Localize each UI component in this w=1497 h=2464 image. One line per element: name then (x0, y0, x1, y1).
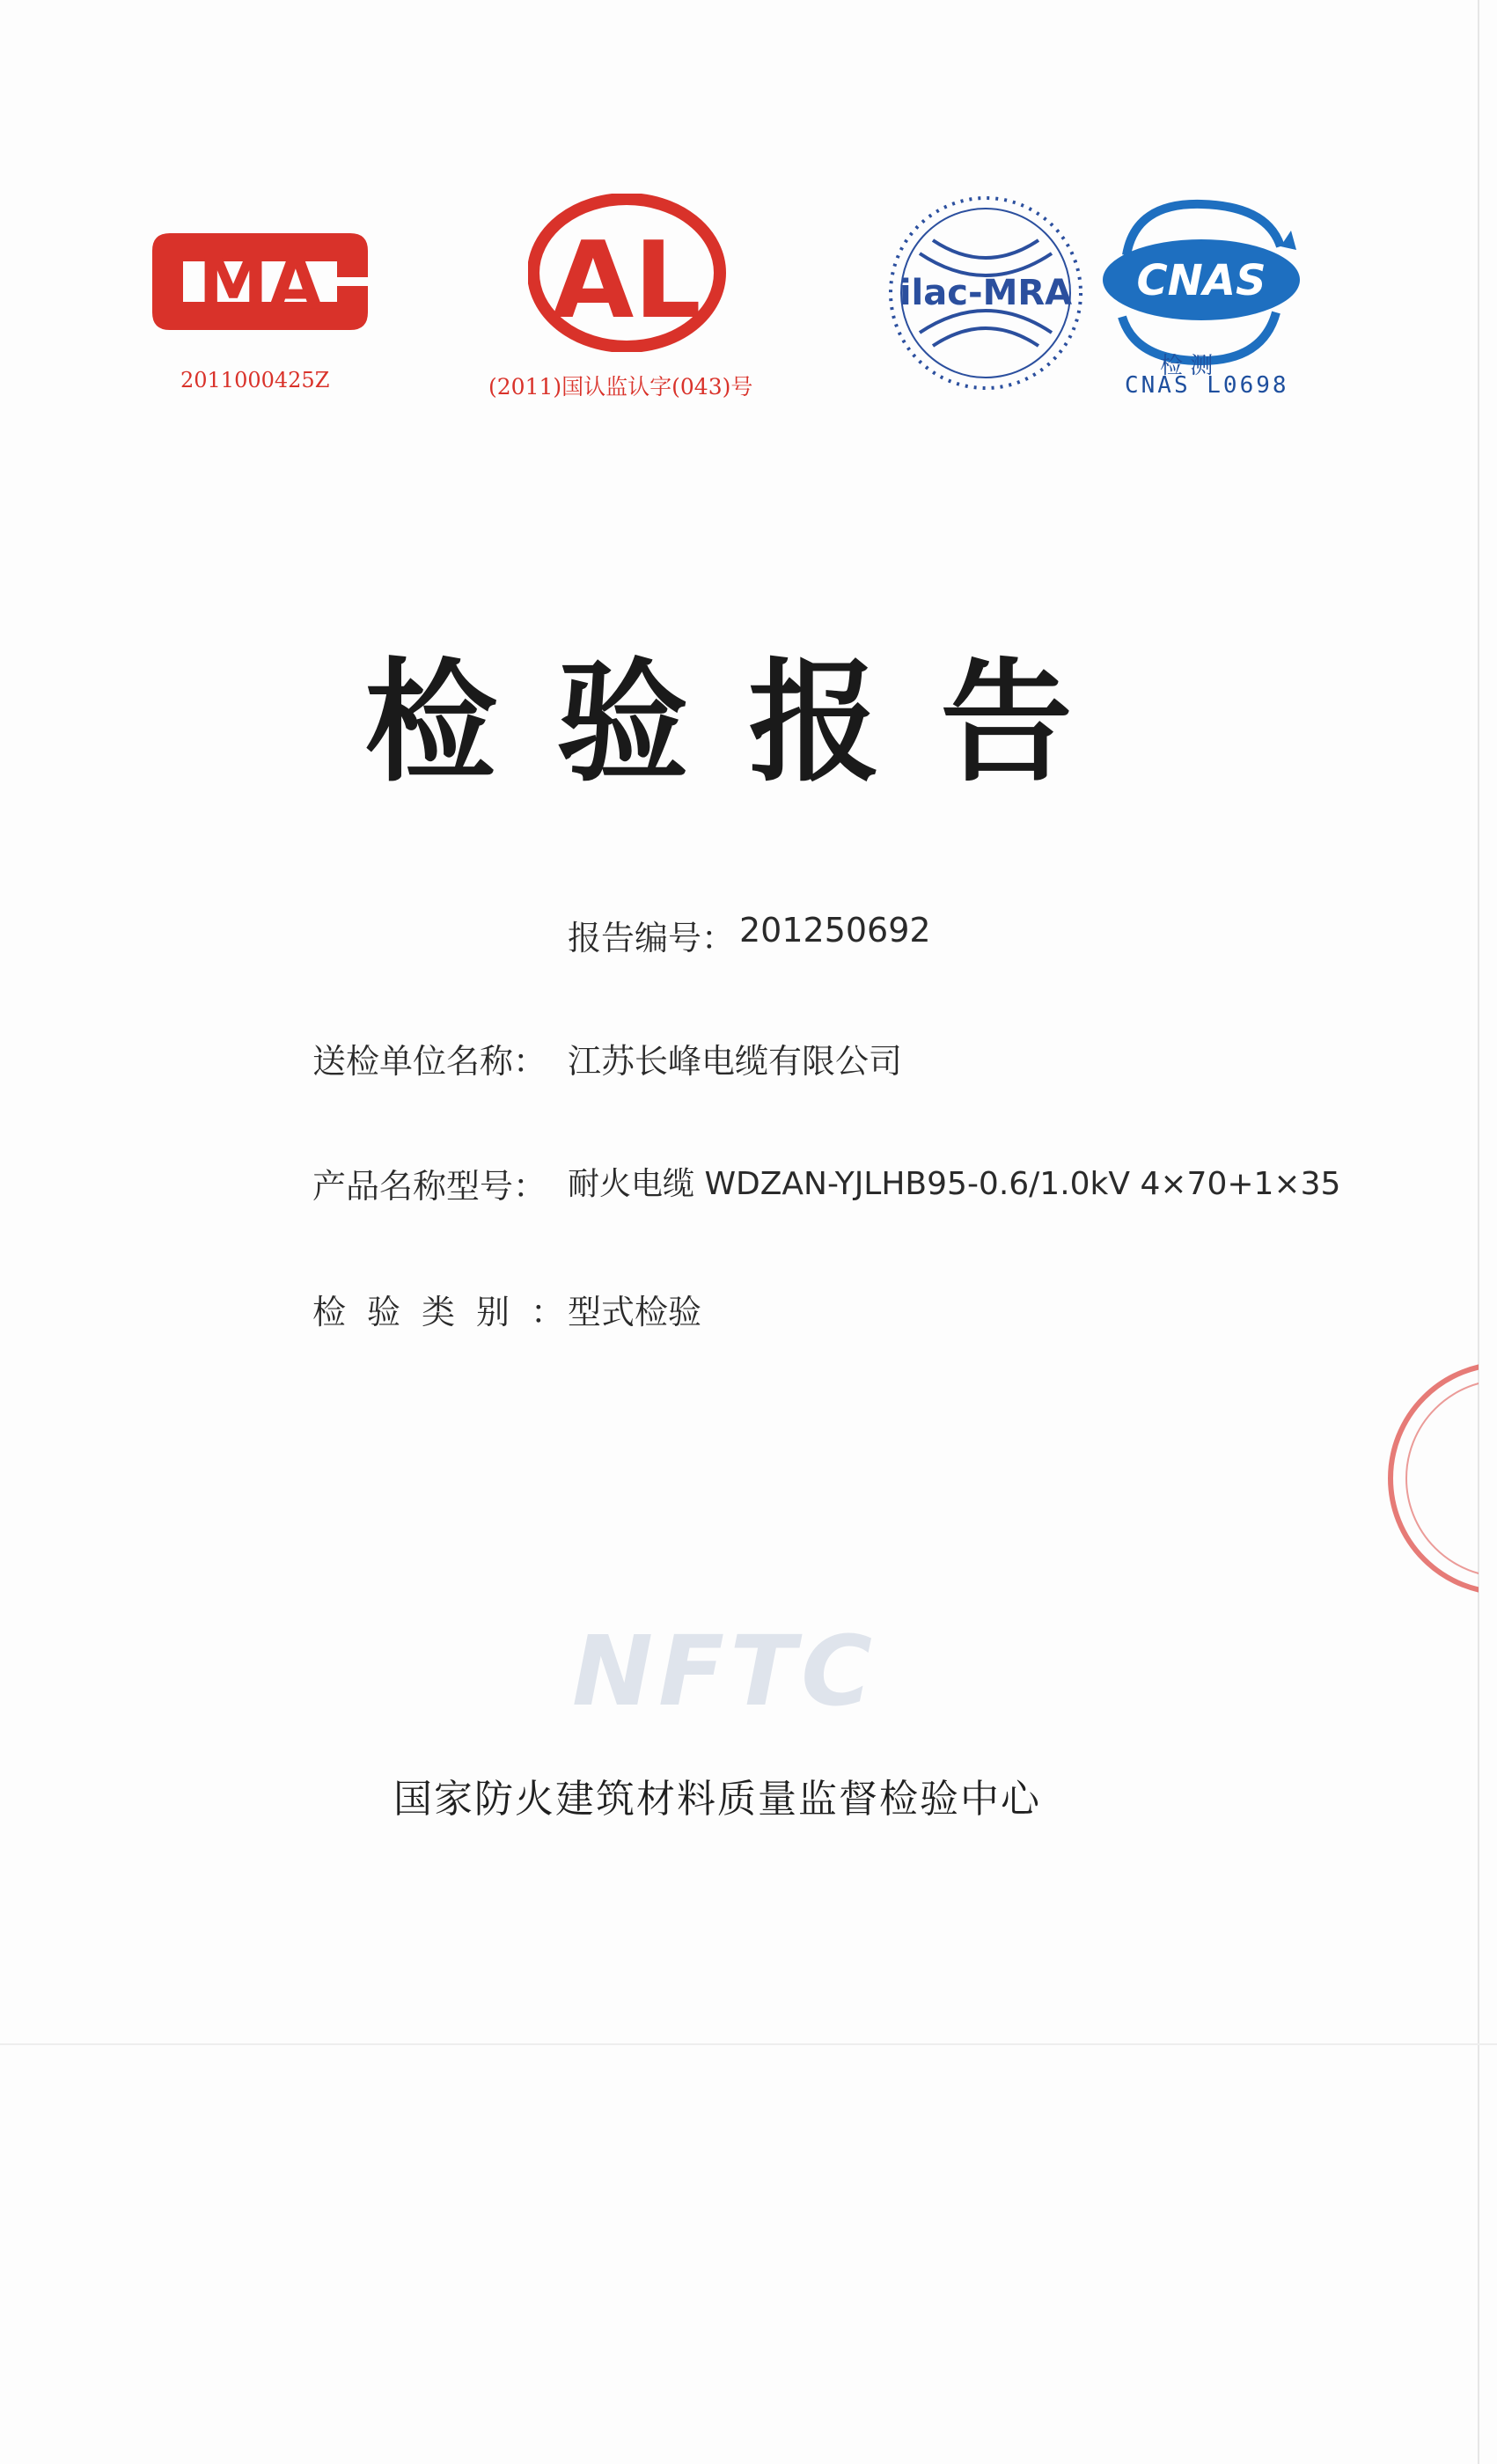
scan-edge (1478, 0, 1479, 2464)
document-title: 检验报告 (364, 647, 1133, 800)
cnas-code: CNAS L0698 (1125, 372, 1289, 399)
cma-logo (148, 224, 372, 339)
report-number-label: 报告编号： (568, 919, 736, 957)
cal-logo-text: AL (552, 220, 701, 342)
inspection-type-value: 型式检验 (568, 1293, 702, 1331)
official-seal-partial (1373, 1346, 1479, 1614)
cma-caption: 2011000425Z (180, 368, 330, 392)
inspection-type-label: 检验类别： (312, 1293, 586, 1331)
product-value: 耐火电缆 WDZAN-YJLHB95-0.6/1.0kV 4×70+1×35 (568, 1166, 1341, 1202)
nftc-watermark: NFTC (572, 1615, 877, 1727)
ilac-mra-text: ilac-MRA (899, 273, 1073, 313)
cnas-sub: 检 测 (1160, 353, 1214, 379)
issuing-organization: 国家防火建筑材料质量监督检验中心 (393, 1777, 1041, 1822)
cal-caption: (2011)国认监认字(043)号 (488, 374, 753, 400)
report-number-value: 201250692 (739, 911, 931, 950)
client-label: 送检单位名称： (312, 1042, 547, 1081)
client-value: 江苏长峰电缆有限公司 (568, 1042, 903, 1081)
cma-logo-text: MA (198, 243, 323, 325)
ilac-mra-logo (884, 192, 1087, 394)
scan-line (0, 2043, 1497, 2045)
cal-logo (528, 194, 726, 352)
cnas-logo-text: CNAS (1136, 256, 1266, 305)
product-label: 产品名称型号： (312, 1167, 547, 1206)
cnas-logo (1100, 194, 1303, 370)
